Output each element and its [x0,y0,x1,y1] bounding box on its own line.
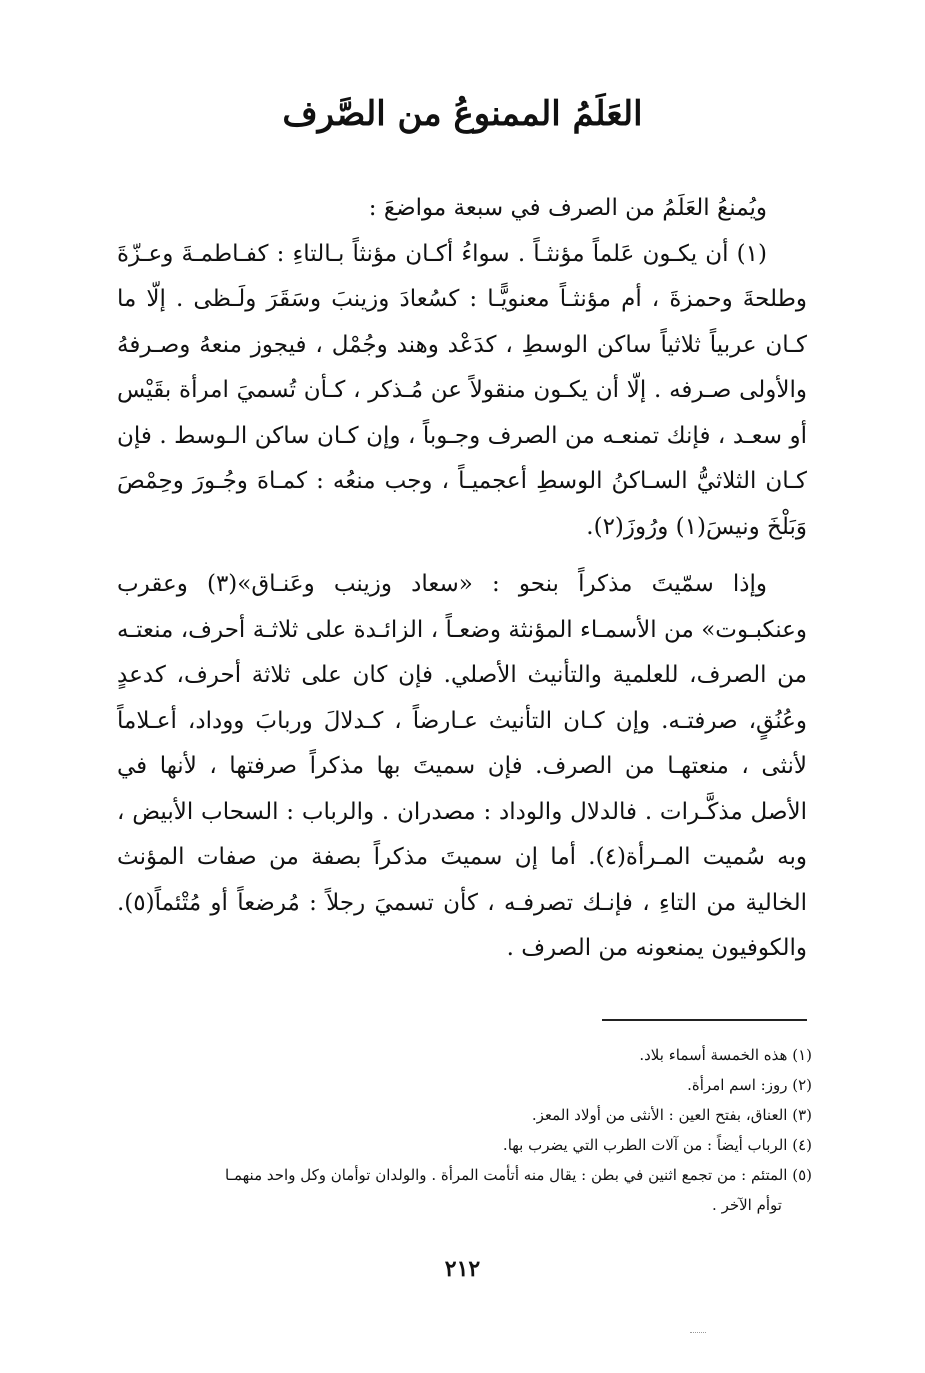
footnote-separator [602,1019,807,1021]
footnote-marker: (٥) [792,1166,812,1184]
footnote-2 [112,1070,812,1100]
intro-line: ويُمنعُ العَلَمُ من الصرف في سبعة مواضعَ : [368,195,767,221]
footnote-text: العناق، بفتح العين : الأنثى من أولاد المعز. [531,1106,788,1124]
main-text [117,186,807,972]
footnote-text: الرباب أيضاً : من آلات الطرب التي يضرب بها. [502,1136,788,1154]
footnote-5 [112,1160,812,1220]
footnote-marker: (٤) [792,1136,812,1154]
footnote-4 [112,1130,812,1160]
footnote-text: هذه الخمسة أسماء بلاد. [639,1046,788,1064]
footnote-marker: (٣) [792,1106,812,1124]
paragraph-1: (١) أن يكـون عَلماً مؤنثـاً . سواءُ أكـان مؤنثاً بـالتاءِ : كفـاطمـةَ وعـزّةَ وطلحةَ وحمزةَ ، أم مؤنثـاً معنويًّـا : كسُعادَ وزينبَ وسَقَرَ ولَـظى . إلّا ما كـان عربياً ثلاثياً ساكن الوسطِ ، كدَعْد وهند وجُمْل ، فيجوز منعهُ وصـرفهُ والأولى صـرفه . إلّا أن يكـون منقولاً عن مُـذكر ، كـأن تُسميَ امرأة بقَيْس أو سعـد ، فإنك تمنعـه من الصرف وجـوباً ، وإن كـان ساكن الـوسط . فإن كـان الثلاثيُّ السـاكنُ الوسطِ أعجميـاً ، وجب منعُه : كمـاهَ وجُـورَ وحِمْصَ وَبَلْخَ ونيسَ(١) ورُوزَ(٢). [117,240,807,540]
footnote-3 [112,1100,812,1130]
footnote-marker: (٢) [792,1076,812,1094]
page-title: العَلَمُ الممنوعُ من الصَّرف [282,94,643,134]
paragraph-2: وإذا سمّيتَ مذكراً بنحو : «سعاد وزينب وعَنـاق»(٣) وعقرب وعنكبـوت» من الأسمـاء المؤنثة وضعـاً ، الزائـدة على ثلاثـة أحرف، منعتـه من الصرف، للعلمية والتأنيث الأصلي. فإن كان على ثلاثة أحرف، كدعدٍ وعُنُقٍ، صرفتـه. وإن كـان التأنيث عـارضاً ، كـدلالَ وربابَ ووداد، أعـلاماً لأنثى ، منعتهـا من الصرف. فإن سميتَ بها مذكراً صرفتها ، لأنها في الأصل مذكَّـرات . فالدلال والوداد : مصدران . والرباب : السحاب الأبيض ، وبه سُميت المـرأة(٤). أما إن سميتَ مذكراً بصفة من صفات المؤنث الخالية من التاءِ ، فإنـك تصرفـه ، كأن تسميَ رجلاً : مُرضعاً أو مُتْئماً(٥). والكوفيون يمنعونه من الصرف . [117,571,807,961]
footnote-text: روز: اسم امرأة. [687,1076,788,1094]
footnote-text: المتئم : من تجمع اثنين في بطن : يقال منه أتأمت المرأة . والولدان توأمان وكل واحد منهمـا [225,1166,788,1184]
scan-mark [690,1332,706,1333]
footnote-marker: (١) [792,1046,812,1064]
paragraph-spacer [117,550,807,562]
page-number: ٢١٢ [444,1256,481,1282]
footnote-continuation: توأم الآخر . [712,1196,782,1214]
footnotes [112,1040,812,1220]
footnote-1 [112,1040,812,1070]
